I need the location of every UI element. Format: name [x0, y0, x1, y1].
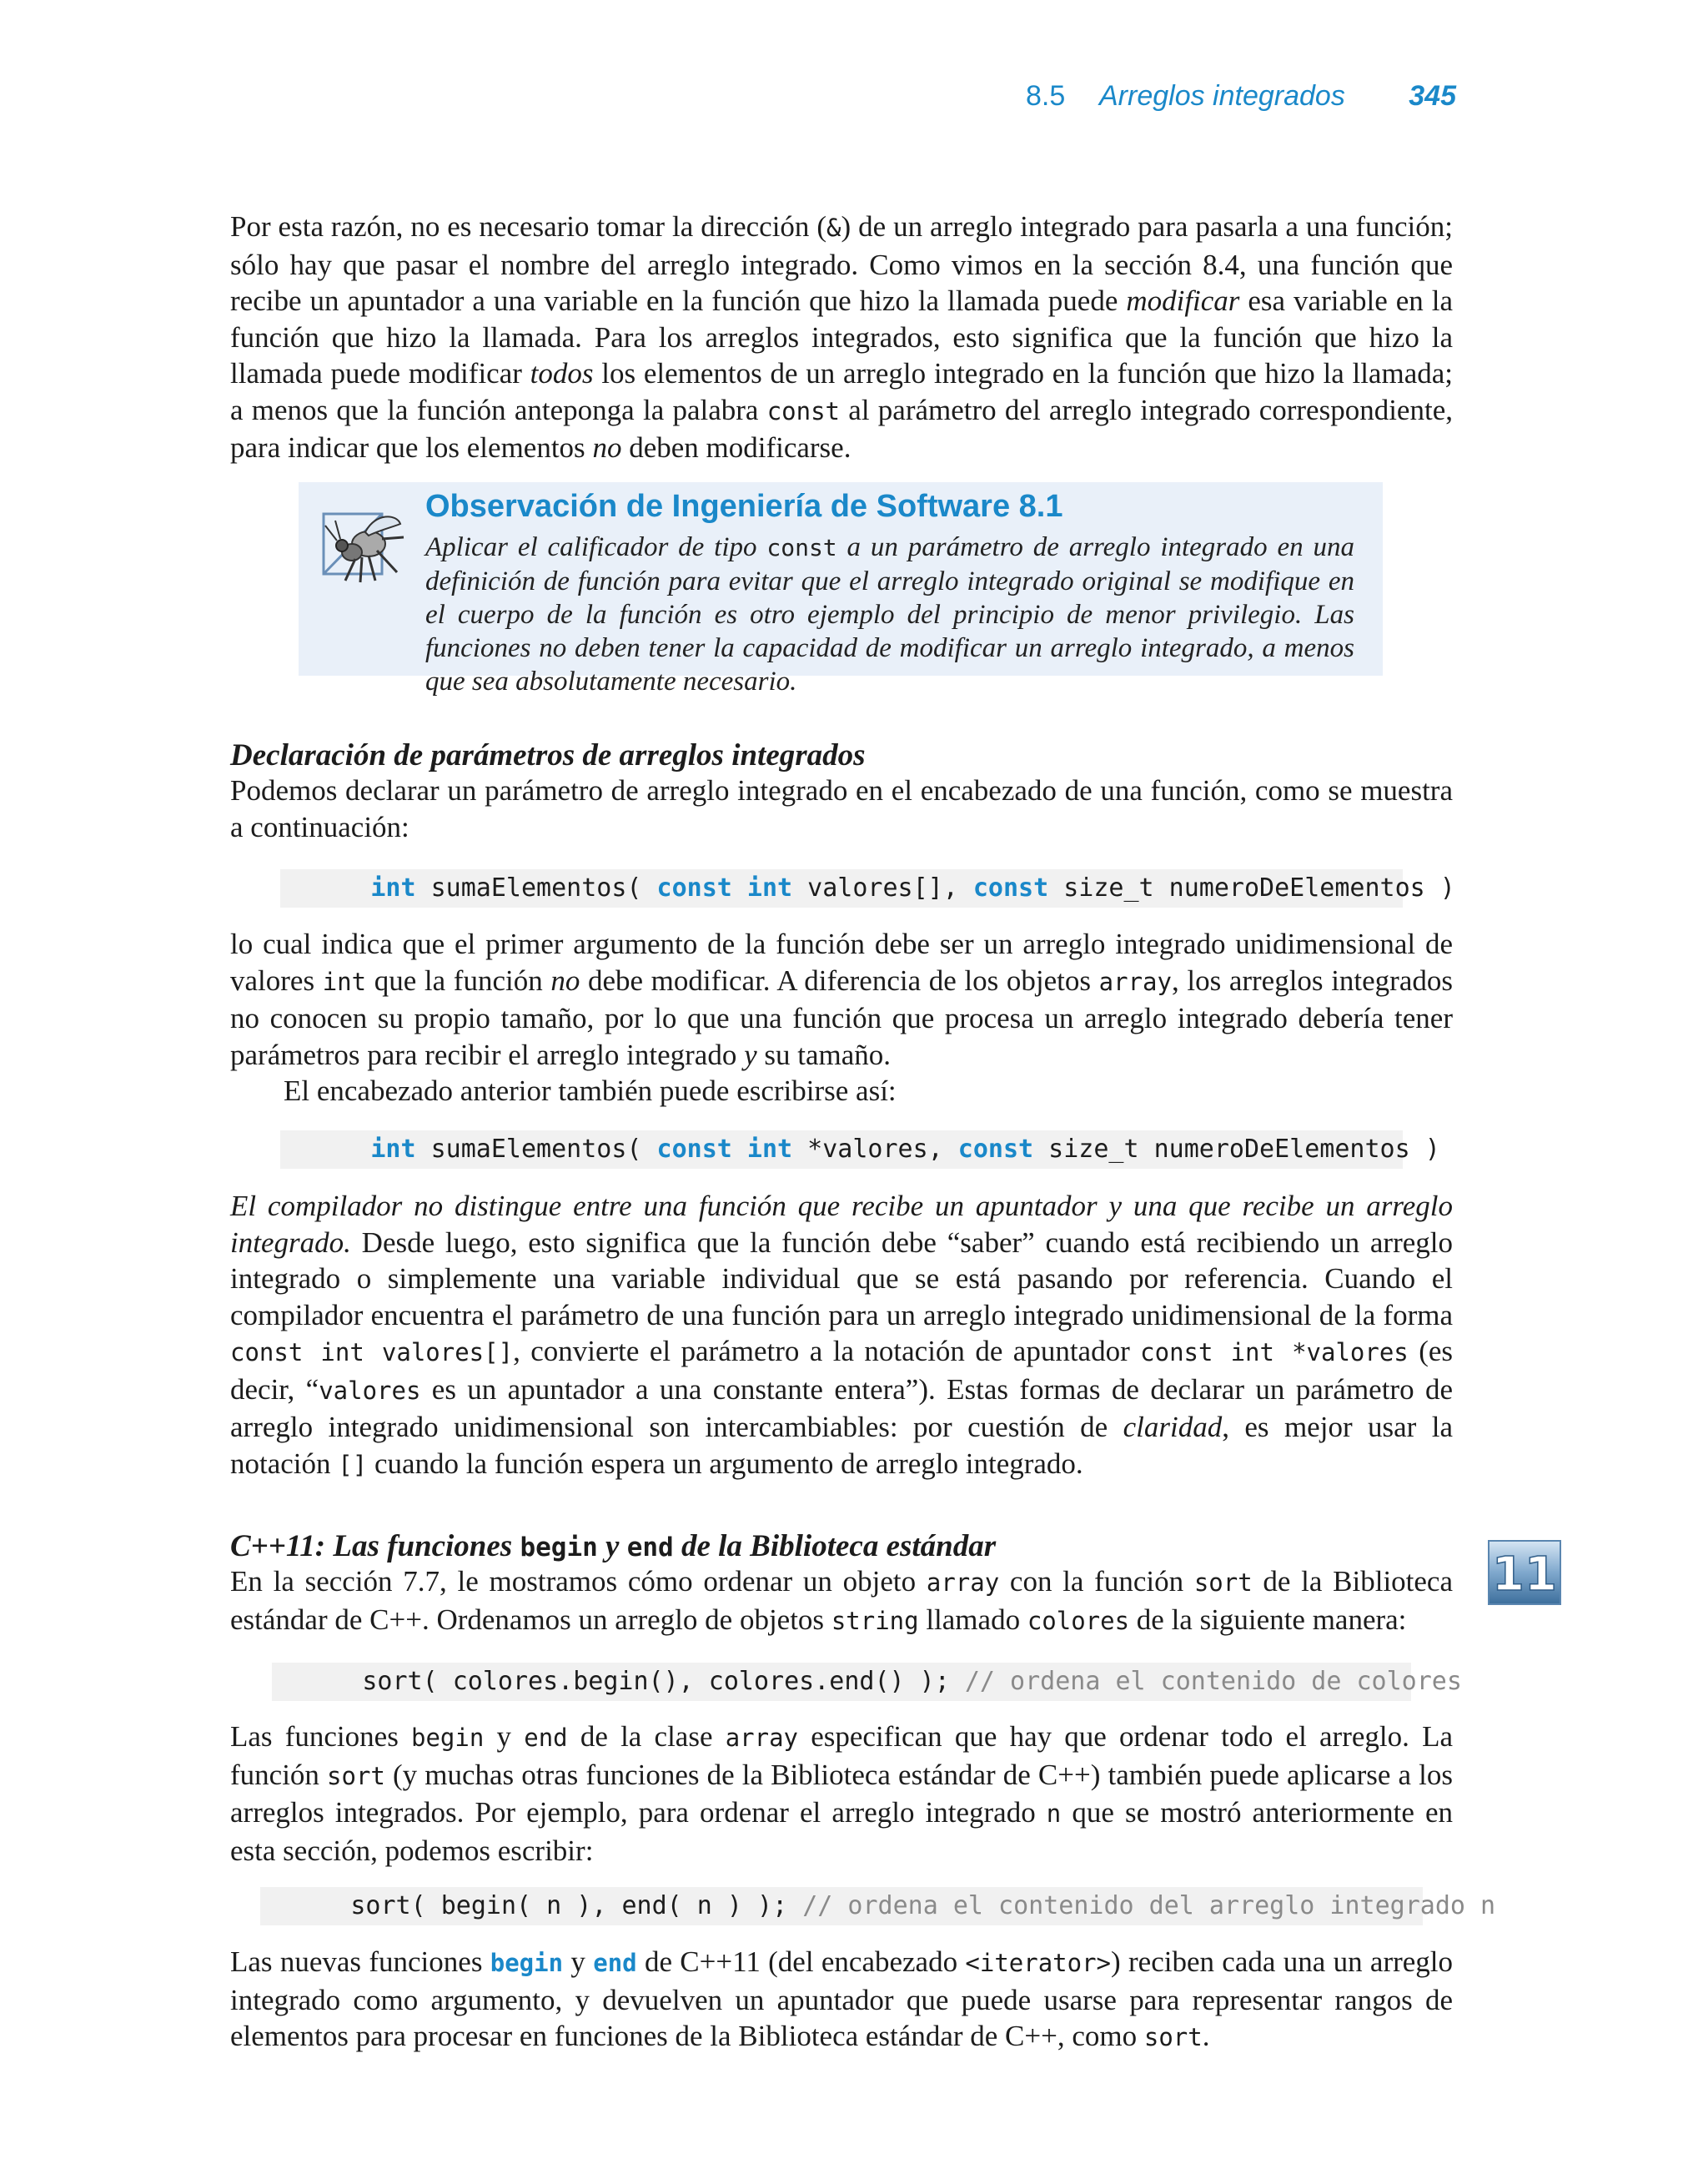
bug-icon [317, 504, 409, 587]
software-engineering-observation [299, 482, 1383, 697]
svg-text:11: 11 [1492, 1547, 1557, 1602]
code-example-pointer-param: int sumaElementos( const int *valores, const size_t numeroDeElementos ) [280, 1130, 1403, 1169]
note-body: Aplicar el calificador de tipo const a un parámetro de arreglo integrado en una definición de función para evitar que el arreglo integrado original se modifique en el cuerpo de la función es otro ejemplo del principio de menor privilegio. Las funciones no deben tener la capacidad de modificar un arreglo integrado, a menos que sea absolutamente necesario. [425, 532, 1355, 697]
code-example-sort-n: sort( begin( n ), end( n ) ); // ordena el contenido del arreglo integrado n [260, 1887, 1423, 1925]
section-number: 8.5 [1026, 80, 1066, 112]
paragraph-declaracion-explain: lo cual indica que el primer argumento de la función debe ser un arreglo integrado unidimensional de valores int que la función no debe modificar. A diferencia de los objetos array, los arreglos integrados no conocen su propio tamaño, por lo que una función que procesa un arreglo integrado debería tener parámetros para recibir el arreglo integrado y su tamaño. El encabezado anterior también puede escribirse así: [230, 928, 1453, 1107]
section-title: Arreglos integrados [1099, 80, 1345, 112]
running-header [1026, 80, 1456, 122]
note-title: Observación de Ingeniería de Software 8.1 [425, 489, 1063, 524]
code-example-array-param: int sumaElementos( const int valores[], const size_t numeroDeElementos ) [280, 869, 1403, 908]
paragraph-iterator-functions: Las nuevas funciones begin y end de C++11 (del encabezado <iterator>) reciben cada una un arreglo integrado como argumento, y devuelven un apuntador que puede usarse para representar rangos de elementos para procesar en funciones de la Biblioteca estándar de C++, como sort. [230, 1945, 1454, 2052]
paragraph-begin-end-array: Las funciones begin y end de la clase array especifican que hay que ordenar todo el arreglo. La función sort (y muchas otras funciones de la Biblioteca estándar de C++) también puede aplicarse a los arreglos integrados. Por ejemplo, para ordenar el arreglo integrado n que se mostró anteriormente en esta sección, podemos escribir: [230, 1720, 1453, 1867]
intro-paragraph: Por esta razón, no es necesario tomar la dirección (&) de un arreglo integrado para pasarla a una función; sólo hay que pasar el nombre del arreglo integrado. Como vimos en la sección 8.4, una función que recibe un apuntador a una variable en la función que hizo la llamada puede modificar esa variable en la función que hizo la llamada. Para los arreglos integrados, esto significa que la función que hizo la llamada puede modificar todos los elementos de un arreglo integrado en la función que hizo la llamada; a menos que la función anteponga la palabra const al parámetro del arreglo integrado correspondiente, para indicar que los elementos no deben modificarse. [230, 210, 1453, 464]
page-number: 345 [1409, 80, 1456, 112]
paragraph-sort-intro: En la sección 7.7, le mostramos cómo ordenar un objeto array con la función sort de la Biblioteca estándar de C++. Ordenamos un arreglo de objetos string llamado colores de la siguiente manera: [230, 1565, 1454, 1636]
cpp11-badge-icon [1488, 1540, 1561, 1605]
code-example-sort-colores: sort( colores.begin(), colores.end() ); // ordena el contenido de colores [272, 1663, 1411, 1701]
section-heading-declaracion: Declaración de parámetros de arreglos integrados [230, 738, 866, 772]
section-heading-begin-end: C++11: Las funciones begin y end de la Biblioteca estándar [230, 1529, 997, 1563]
paragraph-compiler-note: El compilador no distingue entre una función que recibe un apuntador y una que recibe un arreglo integrado. Desde luego, esto significa que la función debe “saber” cuando está recibiendo un arreglo integrado o simplemente una variable individual que se está pasando por referencia. Cuando el compilador encuentra el parámetro de una función para un arreglo integrado unidimensional de la forma const int valores[], convierte el parámetro a la notación de apuntador const int *valores (es decir, “valores es un apuntador a una constante entera”). Estas formas de declarar un parámetro de arreglo integrado unidimensional son intercambiables: por cuestión de claridad, es mejor usar la notación [] cuando la función espera un argumento de arreglo integrado. [230, 1190, 1454, 1480]
paragraph-declaracion-intro: Podemos declarar un parámetro de arreglo integrado en el encabezado de una función, como se muestra a continuación: [230, 774, 1453, 843]
